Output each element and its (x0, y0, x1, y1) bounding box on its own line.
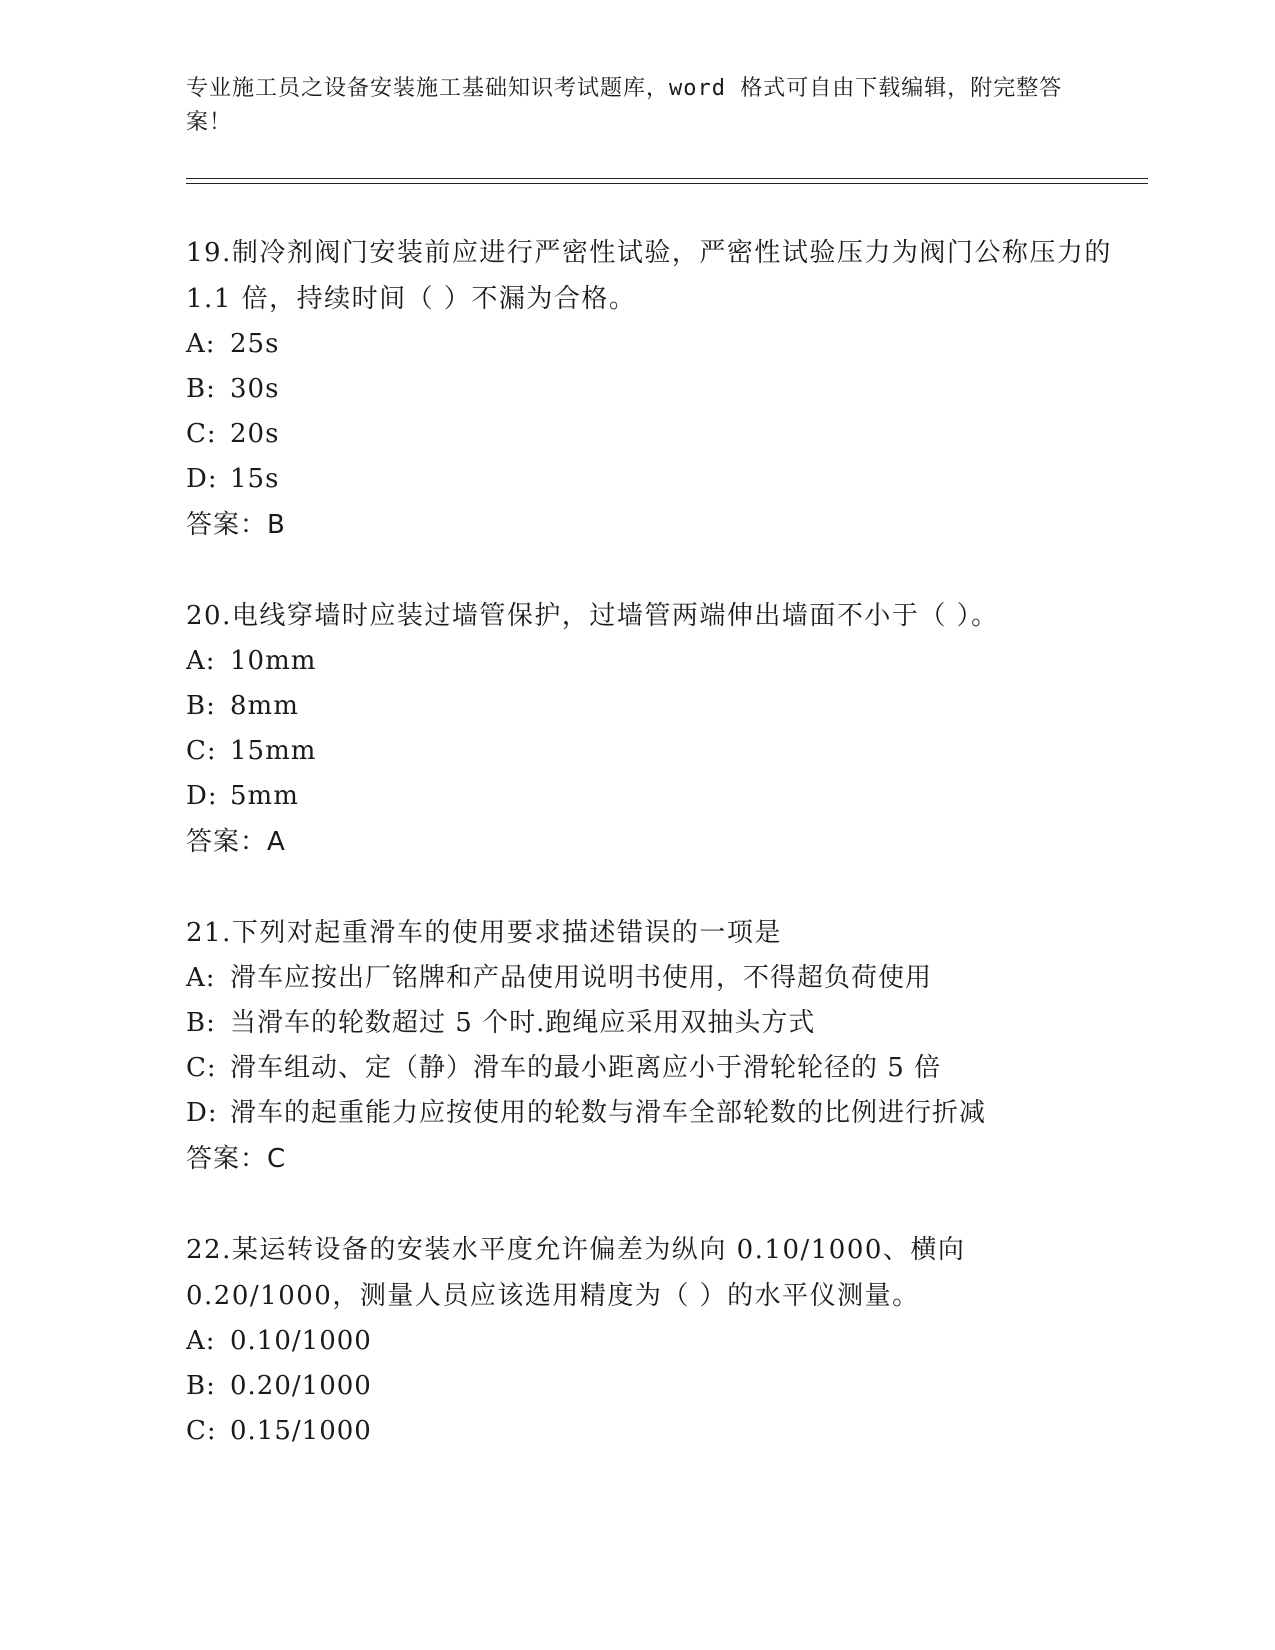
option-text: 20s (230, 419, 280, 449)
option-c (186, 412, 1116, 457)
header-divider-bottom (186, 183, 1148, 184)
page-header: 专业施工员之设备安装施工基础知识考试题库，word 格式可自由下载编辑，附完整答案！ (186, 76, 1063, 135)
option-key: B: (186, 691, 216, 721)
question-stem: 22.某运转设备的安装水平度允许偏差为纵向 0.10/1000、横向 0.20/1000，测量人员应该选用精度为（ ）的水平仪测量。 (186, 1235, 966, 1311)
option-key: C: (186, 1416, 217, 1446)
option-text: 25s (230, 329, 280, 359)
option-key: D: (186, 781, 218, 811)
answer-line: 答案：B (186, 510, 286, 540)
answer-line: 答案：C (186, 1144, 287, 1174)
option-c (186, 1409, 1116, 1454)
option-c (186, 729, 1116, 774)
option-text: 5mm (230, 781, 299, 811)
option-text: 滑车应按出厂铭牌和产品使用说明书使用，不得超负荷使用 (230, 963, 933, 993)
option-b (186, 367, 1116, 412)
question-stem: 20.电线穿墙时应装过墙管保护，过墙管两端伸出墙面不小于（ ）。 (186, 601, 999, 631)
option-key: D: (186, 1098, 218, 1128)
option-a (186, 639, 1116, 684)
option-key: C: (186, 736, 217, 766)
option-key: A: (186, 963, 216, 993)
option-key: A: (186, 329, 216, 359)
option-text: 8mm (230, 691, 299, 721)
option-key: A: (186, 1326, 216, 1356)
option-text: 滑车的起重能力应按使用的轮数与滑车全部轮数的比例进行折减 (230, 1098, 987, 1128)
option-a (186, 1319, 1116, 1364)
option-key: C: (186, 1053, 217, 1083)
question-list (186, 230, 1116, 1499)
option-text: 当滑车的轮数超过 5 个时.跑绳应采用双抽头方式 (230, 1008, 816, 1038)
option-key: A: (186, 646, 216, 676)
option-b (186, 684, 1116, 729)
question-21 (186, 910, 1116, 1182)
option-key: D: (186, 464, 218, 494)
question-20 (186, 593, 1116, 865)
option-key: B: (186, 1008, 216, 1038)
option-c (186, 1046, 1116, 1091)
option-b (186, 1001, 1116, 1046)
option-d (186, 774, 1116, 819)
option-text: 15s (230, 464, 280, 494)
option-d (186, 1091, 1116, 1136)
option-text: 滑车组动、定（静）滑车的最小距离应小于滑轮轮径的 5 倍 (230, 1053, 942, 1083)
option-text: 15mm (230, 736, 317, 766)
option-key: B: (186, 1371, 216, 1401)
header-divider-top (186, 178, 1148, 179)
answer-line: 答案：A (186, 827, 286, 857)
option-key: B: (186, 374, 216, 404)
option-text: 0.15/1000 (230, 1416, 372, 1446)
option-b (186, 1364, 1116, 1409)
option-key: C: (186, 419, 217, 449)
option-d (186, 457, 1116, 502)
question-stem: 19.制冷剂阀门安装前应进行严密性试验，严密性试验压力为阀门公称压力的 1.1 倍，持续时间（ ）不漏为合格。 (186, 238, 1112, 314)
option-text: 0.20/1000 (230, 1371, 372, 1401)
option-text: 30s (230, 374, 280, 404)
question-stem: 21.下列对起重滑车的使用要求描述错误的一项是 (186, 918, 782, 948)
option-text: 10mm (230, 646, 317, 676)
option-text: 0.10/1000 (230, 1326, 372, 1356)
option-a (186, 956, 1116, 1001)
option-a (186, 322, 1116, 367)
question-19 (186, 230, 1116, 548)
question-22 (186, 1227, 1116, 1454)
